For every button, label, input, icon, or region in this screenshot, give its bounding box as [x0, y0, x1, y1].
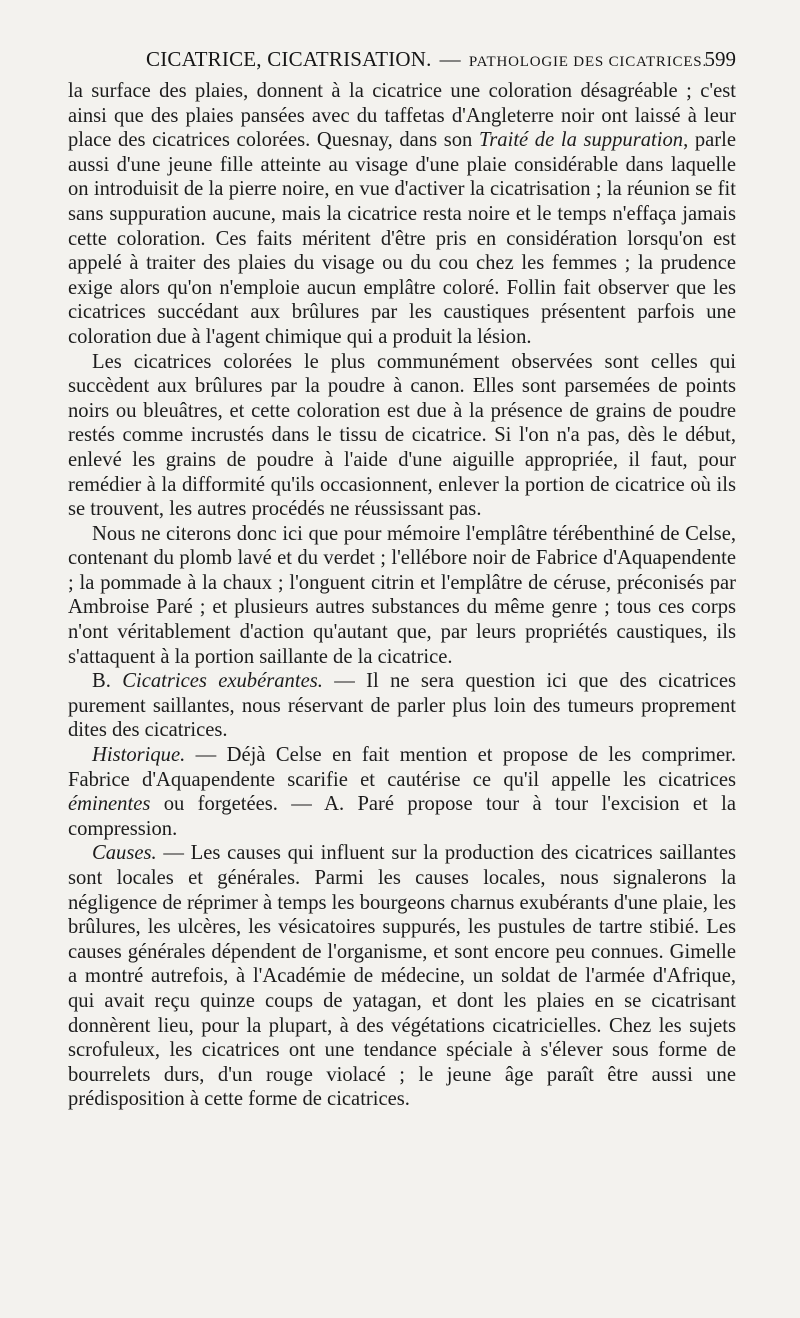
- text-run: — Déjà Celse en fait mention et propose de les comprimer. Fabrice d'Aquapendente scarifie et cautérise ce qu'il appelle les cicatrices: [68, 744, 736, 791]
- paragraph: [68, 743, 736, 841]
- italic-text: Traité de la suppuration: [478, 129, 684, 152]
- text-run: — Il ne sera question ici que des cicatrices purement saillantes, nous réservant de parler plus loin des tumeurs proprement dites des cicatrices.: [68, 670, 736, 742]
- italic-text: éminentes: [68, 793, 151, 816]
- header-title-line: [146, 46, 707, 75]
- text-run: Nous ne citerons donc ici que pour mémoire l'emplâtre térébenthiné de Celse, contenant du plomb lavé et du verdet ; l'ellébore noir de Fabrice d'Aquapendente ; la pommade à la chaux ; l'onguent citrin et l'emplâtre de céruse, préconisés par Ambroise Paré ; et plusieurs autres substances du même genre ; tous ces corps n'ont véritablement d'action qu'autant que, par leurs propriétés caustiques, ils s'attaquent à la portion saillante de la cicatrice.: [68, 522, 736, 668]
- text-run: ou forgetées. — A. Paré propose tour à tour l'excision et la compression.: [68, 793, 736, 840]
- italic-text: Causes.: [92, 842, 157, 865]
- italic-text: Cicatrices exubérantes.: [122, 670, 323, 693]
- header-section: PATHOLOGIE DES CICATRICES.: [468, 54, 707, 70]
- text-run: , parle aussi d'une jeune fille atteinte au visage d'une plaie considérable dans laquelle on introduisit de la pierre noire, en vue d'activer la cicatrisation ; la réunion se fit sans suppuration aucune, mais la cicatrice resta noire et le temps n'effaça jamais cette coloration. Ces faits méritent d'être pris en considération lorsqu'on est appelé à traiter des plaies du visage ou du cou chez les femmes ; la prudence exige alors qu'on n'emploie aucun emplâtre coloré. Follin fait observer que les cicatrices succédant aux brûlures par les caustiques présentent parfois une coloration due à l'agent chimique qui a produit la lésion.: [68, 129, 736, 348]
- body-text: [68, 79, 736, 1112]
- text-run: — Les causes qui influent sur la production des cicatrices saillantes sont locales et générales. Parmi les causes locales, nous signalerons la négligence de réprimer à temps les bourgeons charnus exubérants d'une plaie, les brûlures, les ulcères, les vésicatoires suppurés, les pustules de tartre stibié. Les causes générales dépendent de l'organisme, et sont encore peu connues. Gimelle a montré autrefois, à l'Académie de médecine, un soldat de l'armée d'Afrique, qui avait reçu quinze coups de yatagan, et dont les plaies en se cicatrisant donnèrent lieu, pour la plupart, à des végétations cicatricielles. Chez les sujets scrofuleux, les cicatrices ont une tendance spéciale à s'élever sous forme de bourrelets durs, d'un rouge violacé ; le jeune âge paraît être aussi une prédisposition à cette forme de cicatrices.: [68, 842, 736, 1111]
- page-number: 599: [704, 47, 736, 71]
- text-run: la surface des plaies, donnent à la cicatrice une coloration désagréable ; c'est ainsi que des plaies pansées avec du taffetas d'Angleterre noir ont laissé à leur place des cicatrices colorées. Quesnay, dans son: [68, 80, 736, 152]
- text-run: B.: [92, 670, 123, 693]
- paragraph: [68, 841, 736, 1112]
- paragraph: [68, 522, 736, 670]
- paragraph: [68, 79, 736, 350]
- header-dash: —: [439, 47, 461, 71]
- header-title: CICATRICE, CICATRISATION.: [146, 47, 432, 71]
- text-run: Les cicatrices colorées le plus communément observées sont celles qui succèdent aux brûlures par la poudre à canon. Elles sont parsemées de points noirs ou bleuâtres, et cette coloration est due à la présence de grains de poudre restés comme incrustés dans le tissu de cicatrice. Si l'on n'a pas, dès le début, enlevé les grains de poudre à l'aide d'une aiguille appropriée, il faut, pour remédier à la difformité qu'ils occasionnent, enlever la portion de cicatrice où ils se trouvent, les autres procédés ne réussissant pas.: [68, 350, 736, 521]
- paragraph: [68, 350, 736, 522]
- paragraph: [68, 669, 736, 743]
- italic-text: Historique.: [92, 744, 186, 767]
